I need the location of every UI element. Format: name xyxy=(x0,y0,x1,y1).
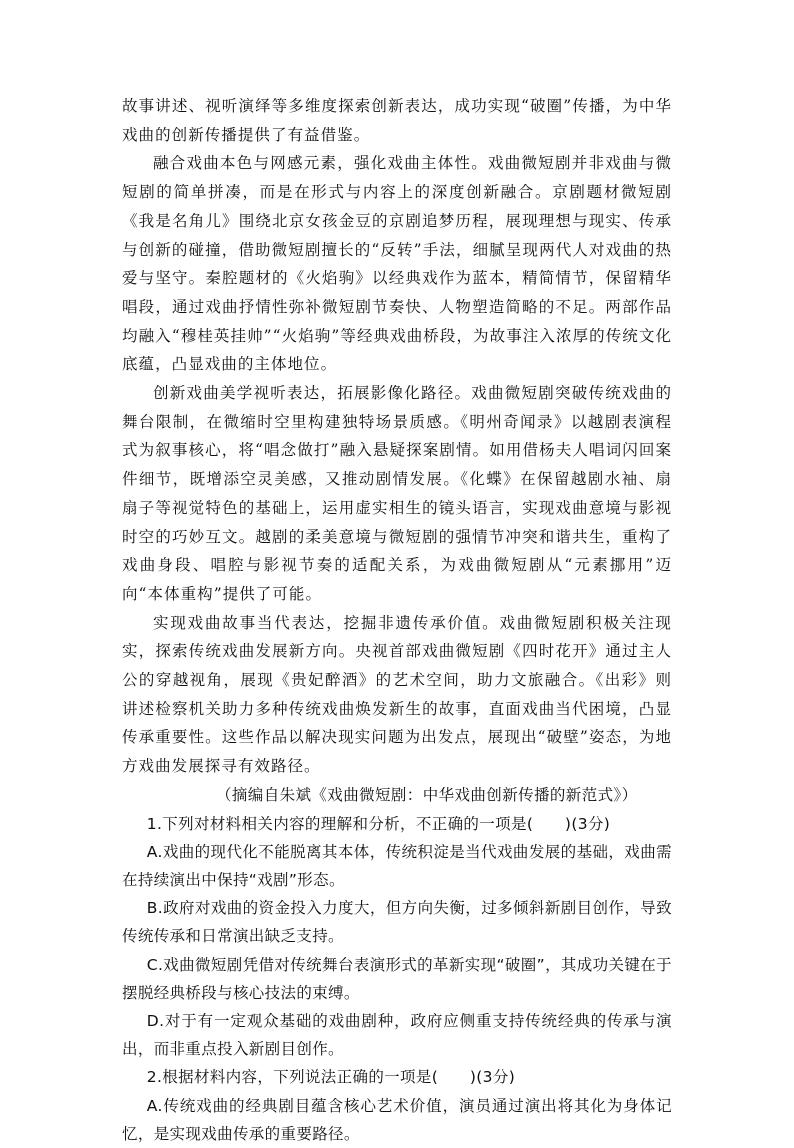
passage-paragraph-intro: 故事讲述、视听演绎等多维度探索创新表达，成功实现“破圈”传播，为中华戏曲的创新传播提供了有益借鉴。 xyxy=(122,97,672,144)
question-1-stem: 1.下列对材料相关内容的理解和分析，不正确的一项是( )(3分) xyxy=(146,814,611,833)
passage-paragraph-fusion: 融合戏曲本色与网感元素，强化戏曲主体性。戏曲微短剧并非戏曲与微短剧的简单拼凑，而是在形式与内容上的深度创新融合。京剧题材微短剧《我是名角儿》围绕北京女孩金豆的京剧追梦历程，展现理想与现实、传承与创新的碰撞，借助微短剧擅长的“反转”手法，细腻呈现两代人对戏曲的热爱与坚守。秦腔题材的《火焰驹》以经典戏作为蓝本，精简情节，保留精华唱段，通过戏曲抒情性弥补微短剧节奏快、人物塑造简略的不足。两部作品均融入“穆桂英挂帅”“火焰驹”等经典戏曲桥段，为故事注入浓厚的传统文化底蕴，凸显戏曲的主体地位。 xyxy=(122,154,672,374)
passage-paragraph-aesthetics: 创新戏曲美学视听表达，拓展影像化路径。戏曲微短剧突破传统戏曲的舞台限制，在微缩时空里构建独特场景质感。《明州奇闻录》以越剧表演程式为叙事核心，将“唱念做打”融入悬疑探案剧情。如用借杨夫人唱词闪回案件细节，既增添空灵美感，又推动剧情发展。《化蝶》在保留越剧水袖、扇扇子等视觉特色的基础上，运用虚实相生的镜头语言，实现戏曲意境与影视时空的巧妙互文。越剧的柔美意境与微短剧的强情节冲突和谐共生，重构了戏曲身段、唱腔与影视节奏的适配关系，为戏曲微短剧从“元素挪用”迈向“本体重构”提供了可能。 xyxy=(122,384,672,603)
question-1-option-b: B.政府对戏曲的资金投入力度大，但方向失衡，过多倾斜新剧目创作，导致传统传承和日常演出缺乏支持。 xyxy=(122,899,672,946)
question-2-stem: 2.根据材料内容，下列说法正确的一项是( )(3分) xyxy=(146,1068,516,1087)
document-page xyxy=(122,92,672,1148)
question-2-option-a: A.传统戏曲的经典剧目蕴含核心艺术价值，演员通过演出将其化为身体记忆，是实现戏曲传承的重要路径。 xyxy=(122,1096,672,1143)
passage-paragraph-contemporary: 实现戏曲故事当代表达，挖掘非遗传承价值。戏曲微短剧积极关注现实，探索传统戏曲发展新方向。央视首部戏曲微短剧《四时花开》通过主人公的穿越视角，展现《贵妃醉酒》的艺术空间，助力文旅融合。《出彩》则讲述检察机关助力多种传统戏曲焕发新生的故事，直面戏曲当代困境，凸显传承重要性。这些作品以解决现实问题为出发点，展现出“破壁”姿态，为地方戏曲发展探寻有效路径。 xyxy=(122,613,672,776)
question-1-option-c: C.戏曲微短剧凭借对传统舞台表演形式的革新实现“破圈”，其成功关键在于摆脱经典桥段与核心技法的束缚。 xyxy=(122,955,672,1002)
passage-source-citation: （摘编自朱斌《戏曲微短剧：中华戏曲创新传播的新范式》） xyxy=(216,785,638,804)
question-1-option-d: D.对于有一定观众基础的戏曲剧种，政府应侧重支持传统经典的传承与演出，而非重点投入新剧目创作。 xyxy=(122,1012,672,1059)
question-1-option-a: A.戏曲的现代化不能脱离其本体，传统积淀是当代戏曲发展的基础，戏曲需在持续演出中保持“戏剧”形态。 xyxy=(122,842,672,889)
